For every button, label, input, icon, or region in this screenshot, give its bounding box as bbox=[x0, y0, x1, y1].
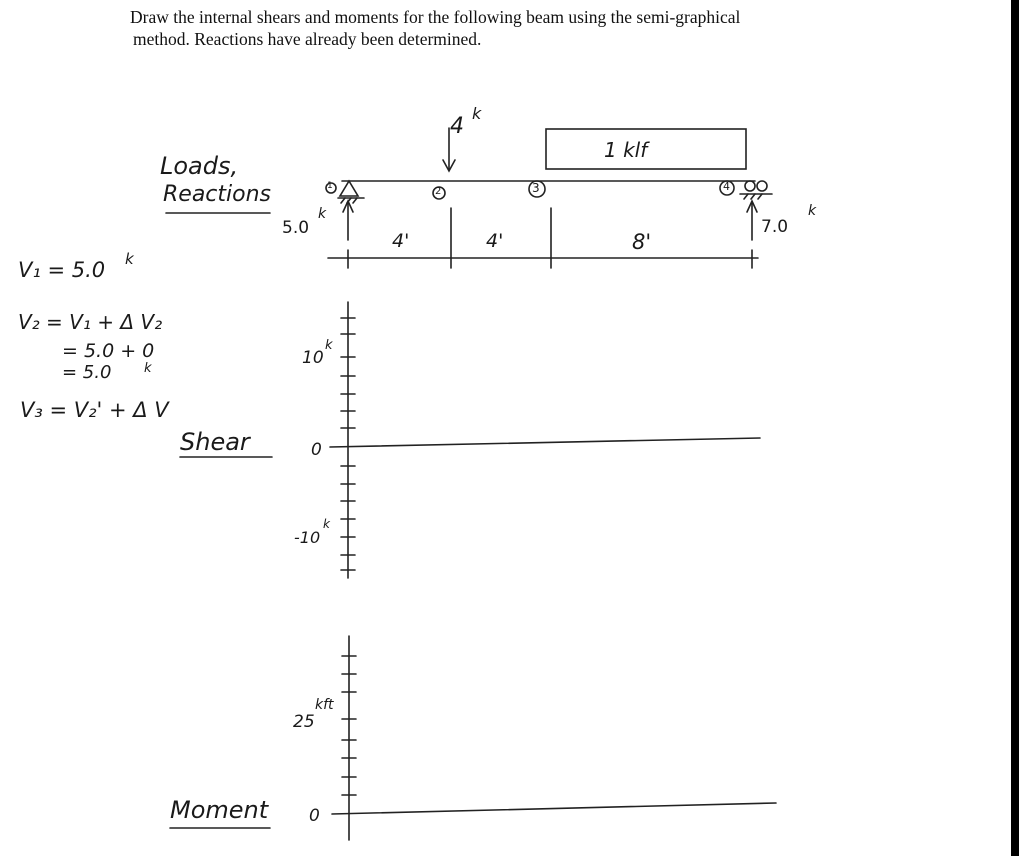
work-v2: V₂ = V₁ + Δ V₂ bbox=[18, 310, 163, 334]
pin-support-left bbox=[338, 181, 364, 203]
moment-label: Moment bbox=[170, 796, 269, 824]
node-4-label: 4 bbox=[723, 180, 730, 193]
left-reaction-unit: k bbox=[318, 206, 327, 222]
scan-edge bbox=[1011, 0, 1019, 856]
node-3-label: 3 bbox=[532, 181, 540, 195]
work-v3: V₃ = V₂' + Δ V bbox=[20, 398, 169, 422]
shear-tick-top-unit: k bbox=[325, 338, 333, 353]
right-reaction-unit: k bbox=[808, 203, 817, 219]
problem-line-1: Draw the internal shears and moments for the following beam using the semi-graphical bbox=[130, 7, 741, 27]
moment-zero-line bbox=[332, 803, 776, 814]
work-v2-result: = 5.0 bbox=[62, 362, 112, 383]
work-v1: V₁ = 5.0 bbox=[18, 258, 106, 282]
point-load-value: 4 bbox=[450, 114, 464, 139]
shear-tick-bottom-unit: k bbox=[323, 517, 330, 531]
span-1-length: 4' bbox=[392, 230, 410, 252]
shear-label: Shear bbox=[180, 428, 250, 456]
shear-zero-line bbox=[330, 438, 760, 447]
node-1-label: 1 bbox=[327, 181, 333, 191]
shear-tick-top: 10 bbox=[302, 348, 324, 368]
moment-tick-top: 25 bbox=[293, 712, 315, 732]
node-2-label: 2 bbox=[435, 186, 442, 197]
work-v2-step: = 5.0 + 0 bbox=[62, 340, 155, 362]
moment-tick-top-unit: kft bbox=[315, 697, 334, 713]
section-label-loads: Loads, bbox=[160, 152, 239, 180]
left-reaction-value: 5.0 bbox=[282, 218, 310, 238]
roller-support-right bbox=[740, 181, 772, 199]
span-3-length: 8' bbox=[632, 230, 652, 254]
moment-tick-zero: 0 bbox=[309, 806, 320, 826]
work-v1-unit: k bbox=[125, 250, 134, 268]
shear-tick-bottom: -10 bbox=[294, 528, 321, 547]
right-reaction-value: 7.0 bbox=[761, 217, 789, 237]
problem-line-2: method. Reactions have already been determined. bbox=[133, 29, 482, 49]
shear-tick-zero: 0 bbox=[311, 440, 322, 460]
work-v2-unit: k bbox=[144, 361, 152, 376]
point-load-unit: k bbox=[472, 104, 482, 123]
section-label-reactions: Reactions bbox=[163, 182, 272, 207]
distributed-load-label: 1 klf bbox=[604, 138, 648, 162]
span-2-length: 4' bbox=[486, 230, 504, 252]
